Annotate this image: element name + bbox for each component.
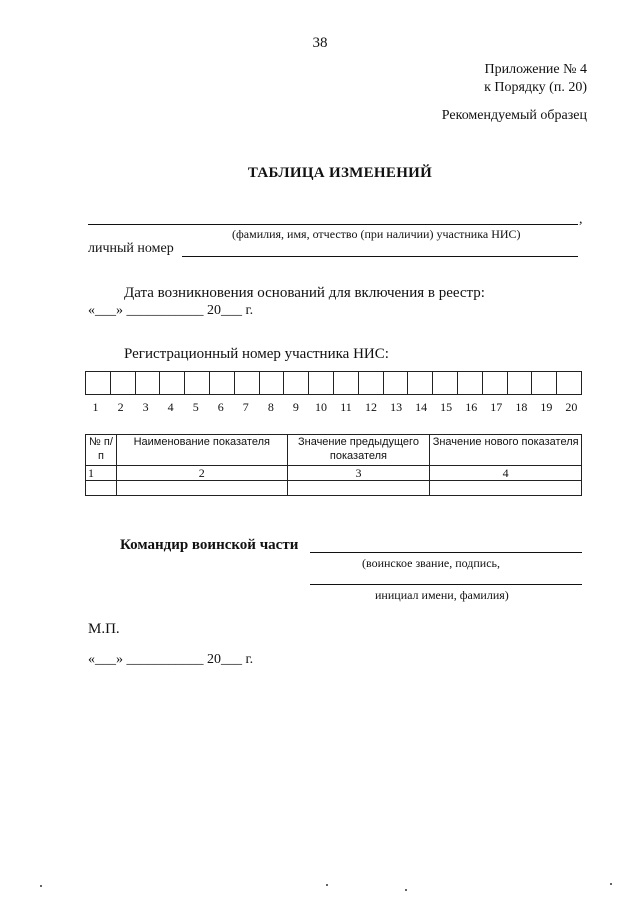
- registration-position-label: 20: [565, 400, 578, 414]
- document-title: ТАБЛИЦА ИЗМЕНЕНИЙ: [247, 165, 433, 181]
- registration-position-label: 17: [490, 400, 503, 414]
- header-indicator-name: Наименование показателя: [116, 435, 287, 466]
- registration-cell: [359, 372, 384, 394]
- registration-cell: [111, 372, 136, 394]
- personal-number-line: [182, 256, 578, 257]
- header-previous-value: Значение предыдущего показателя: [287, 435, 430, 466]
- table-cell: [116, 481, 287, 496]
- registry-date-label: Дата возникновения оснований для включения в реестр:: [124, 285, 485, 301]
- registration-cell: [136, 372, 161, 394]
- registration-position-label: 5: [192, 400, 199, 414]
- registration-number-positions: [83, 400, 584, 415]
- registration-cell: [532, 372, 557, 394]
- header-new-value: Значение нового показателя: [430, 435, 582, 466]
- registration-cell: [458, 372, 483, 394]
- fio-line: [88, 224, 578, 225]
- fio-comma: ,: [579, 212, 583, 227]
- registration-position-label: 13: [390, 400, 403, 414]
- fio-caption: (фамилия, имя, отчество (при наличии) участника НИС): [232, 227, 521, 241]
- scan-speck: [40, 885, 42, 887]
- registration-position-label: 19: [540, 400, 553, 414]
- appendix-line-1: Приложение № 4: [484, 62, 587, 77]
- col-number-4: 4: [430, 466, 582, 481]
- registration-cell: [557, 372, 581, 394]
- personal-number-label: личный номер: [88, 241, 174, 256]
- registration-position-label: 1: [92, 400, 99, 414]
- name-line: [310, 584, 582, 585]
- registration-cell: [86, 372, 111, 394]
- registration-cell: [309, 372, 334, 394]
- registration-cell: [483, 372, 508, 394]
- signature-date-field: «___» ___________ 20___ г.: [88, 652, 254, 667]
- table-number-row: [86, 466, 582, 481]
- registration-cell: [185, 372, 210, 394]
- registration-cell: [408, 372, 433, 394]
- table-row: [86, 481, 582, 496]
- registration-position-label: 8: [267, 400, 274, 414]
- registration-cell: [160, 372, 185, 394]
- registration-position-label: 2: [117, 400, 124, 414]
- seal-label: М.П.: [88, 621, 120, 637]
- name-caption: инициал имени, фамилия): [375, 588, 509, 602]
- registration-cell: [433, 372, 458, 394]
- registration-position-label: 12: [365, 400, 378, 414]
- registration-number-cells: [85, 371, 582, 395]
- rank-signature-caption: (воинское звание, подпись,: [362, 556, 501, 570]
- table-cell: [287, 481, 430, 496]
- registration-position-label: 16: [465, 400, 478, 414]
- registration-position-label: 6: [217, 400, 224, 414]
- scan-speck: [610, 883, 612, 885]
- col-number-3: 3: [287, 466, 430, 481]
- registration-cell: [508, 372, 533, 394]
- registration-position-label: 15: [440, 400, 453, 414]
- registration-cell: [334, 372, 359, 394]
- commander-label: Командир воинской части: [120, 537, 299, 553]
- scan-speck: [326, 884, 328, 886]
- scan-speck: [405, 889, 407, 891]
- table-cell: [430, 481, 582, 496]
- registration-cell: [260, 372, 285, 394]
- col-number-2: 2: [116, 466, 287, 481]
- table-cell: [86, 481, 117, 496]
- registration-cell: [284, 372, 309, 394]
- registration-position-label: 9: [292, 400, 299, 414]
- registration-position-label: 18: [515, 400, 528, 414]
- page-number: 38: [312, 35, 328, 51]
- appendix-line-2: к Порядку (п. 20): [484, 80, 587, 95]
- registration-cell: [384, 372, 409, 394]
- registration-position-label: 7: [242, 400, 249, 414]
- registration-cell: [235, 372, 260, 394]
- changes-table: [85, 434, 582, 496]
- registration-position-label: 14: [415, 400, 428, 414]
- registration-cell: [210, 372, 235, 394]
- registration-position-label: 3: [142, 400, 149, 414]
- registration-position-label: 11: [340, 400, 352, 414]
- appendix-reference: [484, 61, 587, 97]
- table-header-row: [86, 435, 582, 466]
- recommended-sample-label: Рекомендуемый образец: [441, 108, 587, 123]
- registration-position-label: 10: [314, 400, 327, 414]
- header-number: № п/п: [86, 435, 117, 466]
- registration-number-label: Регистрационный номер участника НИС:: [124, 346, 389, 362]
- registry-date-field: «___» ___________ 20___ г.: [88, 303, 254, 318]
- registration-position-label: 4: [167, 400, 174, 414]
- col-number-1: 1: [86, 466, 117, 481]
- rank-signature-line: [310, 552, 582, 553]
